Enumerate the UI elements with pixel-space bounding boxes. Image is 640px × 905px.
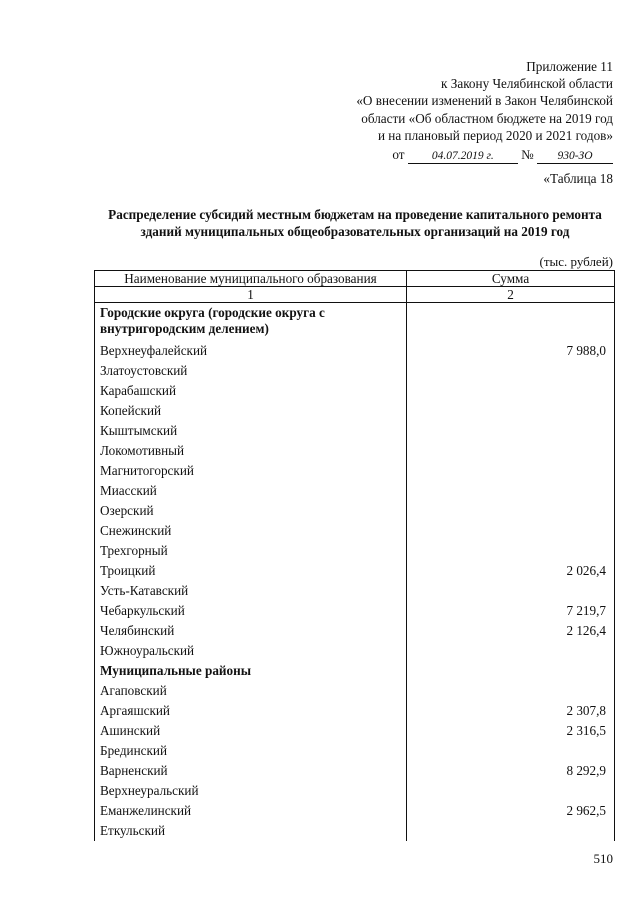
law-number: 930-ЗО <box>537 150 613 164</box>
table-header-row <box>95 271 615 287</box>
subsidy-table <box>94 270 615 841</box>
subsidy-amount: 2 126,4 <box>407 621 615 641</box>
subsidy-amount <box>407 521 615 541</box>
municipality-name: Варненский <box>95 761 407 781</box>
subsidy-amount <box>407 381 615 401</box>
table-row <box>95 621 615 641</box>
municipality-name: Верхнеуфалейский <box>95 341 407 361</box>
municipality-name: Южноуральский <box>95 641 407 661</box>
table-row <box>95 421 615 441</box>
table-row <box>95 541 615 561</box>
law-date-number <box>356 146 613 164</box>
table-row <box>95 821 615 841</box>
municipality-name: Верхнеуральский <box>95 781 407 801</box>
table-row <box>95 601 615 621</box>
subsidy-amount: 7 988,0 <box>407 341 615 361</box>
table-label: «Таблица 18 <box>543 171 613 186</box>
municipality-name: Троицкий <box>95 561 407 581</box>
municipality-name: Чебаркульский <box>95 601 407 621</box>
table-row <box>95 401 615 421</box>
header-line: и на плановый период 2020 и 2021 годов» <box>377 127 613 143</box>
municipality-name: Агаповский <box>95 681 407 701</box>
column-header-name: Наименование муниципального образования <box>95 271 407 287</box>
table-row <box>95 681 615 701</box>
municipality-name: Кыштымский <box>95 421 407 441</box>
subsidy-amount <box>407 501 615 521</box>
subsidy-amount <box>407 781 615 801</box>
subsidy-amount <box>407 361 615 381</box>
subsidy-amount <box>407 461 615 481</box>
table-row <box>95 481 615 501</box>
municipality-name: Озерский <box>95 501 407 521</box>
subsidy-amount: 8 292,9 <box>407 761 615 781</box>
date-prefix: от <box>392 147 405 163</box>
subsidy-amount: 2 962,5 <box>407 801 615 821</box>
subsidy-amount <box>407 441 615 461</box>
subsidy-amount <box>407 681 615 701</box>
subsidy-amount: 2 307,8 <box>407 701 615 721</box>
municipality-name: Златоустовский <box>95 361 407 381</box>
group-label: Городские округа (городские округа с внутригородским делением) <box>95 303 407 342</box>
group-row-urban <box>95 303 615 342</box>
group-value <box>407 661 615 681</box>
municipality-name: Снежинский <box>95 521 407 541</box>
column-header-sum: Сумма <box>407 271 615 287</box>
table-row <box>95 461 615 481</box>
table-index-row <box>95 287 615 303</box>
table-body <box>95 303 615 842</box>
table-row <box>95 781 615 801</box>
subsidy-amount: 2 316,5 <box>407 721 615 741</box>
subsidy-amount <box>407 581 615 601</box>
municipality-name: Локомотивный <box>95 441 407 461</box>
municipality-name: Копейский <box>95 401 407 421</box>
table-row <box>95 641 615 661</box>
group-label: Муниципальные районы <box>95 661 407 681</box>
appendix-header <box>356 58 613 164</box>
table-row <box>95 501 615 521</box>
municipality-name: Аргаяшский <box>95 701 407 721</box>
municipality-name: Трехгорный <box>95 541 407 561</box>
header-line: области «Об областном бюджете на 2019 год <box>361 110 613 126</box>
municipality-name: Челябинский <box>95 621 407 641</box>
subsidy-amount <box>407 421 615 441</box>
table-row <box>95 701 615 721</box>
group-value <box>407 303 615 342</box>
municipality-name: Карабашский <box>95 381 407 401</box>
municipality-name: Миасский <box>95 481 407 501</box>
table-row <box>95 441 615 461</box>
table-row <box>95 341 615 361</box>
header-line: к Закону Челябинской области <box>441 76 613 92</box>
table-row <box>95 741 615 761</box>
law-date: 04.07.2019 г. <box>408 150 518 164</box>
table-row <box>95 721 615 741</box>
municipality-name: Усть-Катавский <box>95 581 407 601</box>
table-row <box>95 561 615 581</box>
column-index-1: 1 <box>95 287 407 303</box>
table-row <box>95 581 615 601</box>
table-row <box>95 361 615 381</box>
table-row <box>95 381 615 401</box>
subsidy-amount <box>407 541 615 561</box>
subsidy-amount: 2 026,4 <box>407 561 615 581</box>
table-row <box>95 761 615 781</box>
municipality-name: Магнитогорский <box>95 461 407 481</box>
municipality-name: Брединский <box>95 741 407 761</box>
header-line: Приложение 11 <box>526 59 613 74</box>
subsidy-amount: 7 219,7 <box>407 601 615 621</box>
header-line: «О внесении изменений в Закон Челябинской <box>356 93 613 109</box>
subsidy-amount <box>407 401 615 421</box>
page-number: 510 <box>593 851 613 866</box>
municipality-name: Еманжелинский <box>95 801 407 821</box>
table-row <box>95 521 615 541</box>
municipality-name: Ашинский <box>95 721 407 741</box>
group-row-districts <box>95 661 615 681</box>
subsidy-amount <box>407 641 615 661</box>
municipality-name: Еткульский <box>95 821 407 841</box>
subsidy-amount <box>407 741 615 761</box>
subsidy-amount <box>407 821 615 841</box>
column-index-2: 2 <box>407 287 615 303</box>
document-title: Распределение субсидий местным бюджетам на проведение капитального ремонта зданий муниципальных общеобразовательных организаций на 2019 год <box>108 207 602 239</box>
units-label: (тыс. рублей) <box>539 254 613 269</box>
subsidy-amount <box>407 481 615 501</box>
number-prefix: № <box>521 147 534 163</box>
table-row <box>95 801 615 821</box>
